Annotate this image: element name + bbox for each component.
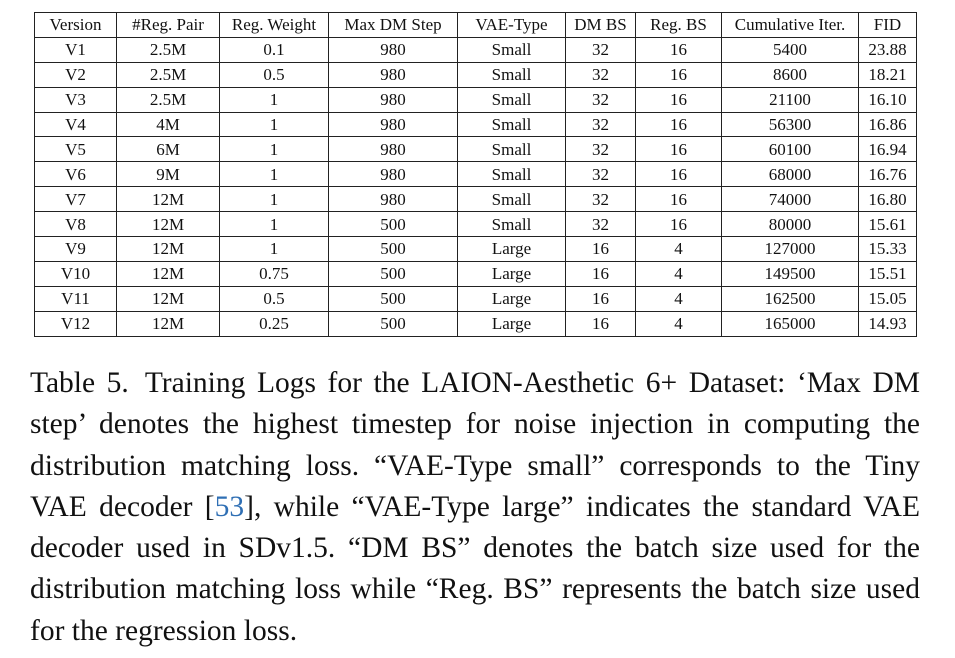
- table-row: [35, 37, 917, 62]
- col-header-reg-pair: #Reg. Pair: [117, 13, 220, 38]
- cell-reg-weight: 1: [220, 187, 329, 212]
- cell-vae-type: Small: [458, 162, 566, 187]
- table-row: [35, 237, 917, 262]
- cell-cumulative-iter: 21100: [722, 87, 859, 112]
- cell-reg-weight: 1: [220, 162, 329, 187]
- cell-version: V7: [35, 187, 117, 212]
- cell-version: V10: [35, 261, 117, 286]
- cell-fid: 15.51: [859, 261, 917, 286]
- cell-max-dm-step: 980: [329, 112, 458, 137]
- cell-dm-bs: 32: [566, 137, 636, 162]
- cell-dm-bs: 16: [566, 261, 636, 286]
- cell-reg-pair: 12M: [117, 237, 220, 262]
- cell-reg-weight: 0.25: [220, 311, 329, 336]
- cell-fid: 23.88: [859, 37, 917, 62]
- cell-reg-weight: 1: [220, 112, 329, 137]
- col-header-cumulative-iter: Cumulative Iter.: [722, 13, 859, 38]
- table-row: [35, 187, 917, 212]
- cell-reg-bs: 4: [636, 286, 722, 311]
- cell-vae-type: Small: [458, 62, 566, 87]
- cell-version: V5: [35, 137, 117, 162]
- cell-dm-bs: 16: [566, 311, 636, 336]
- cell-reg-bs: 16: [636, 187, 722, 212]
- cell-reg-pair: 2.5M: [117, 87, 220, 112]
- cell-reg-weight: 0.1: [220, 37, 329, 62]
- cell-max-dm-step: 980: [329, 62, 458, 87]
- table-row: [35, 62, 917, 87]
- cell-dm-bs: 16: [566, 237, 636, 262]
- cell-reg-weight: 0.75: [220, 261, 329, 286]
- table-row: [35, 261, 917, 286]
- cell-version: V12: [35, 311, 117, 336]
- cell-reg-pair: 9M: [117, 162, 220, 187]
- cell-version: V6: [35, 162, 117, 187]
- cell-version: V11: [35, 286, 117, 311]
- cell-reg-bs: 4: [636, 261, 722, 286]
- cell-fid: 16.86: [859, 112, 917, 137]
- cell-reg-pair: 12M: [117, 187, 220, 212]
- cell-max-dm-step: 980: [329, 162, 458, 187]
- cell-max-dm-step: 500: [329, 237, 458, 262]
- cell-reg-bs: 16: [636, 137, 722, 162]
- col-header-dm-bs: DM BS: [566, 13, 636, 38]
- cell-vae-type: Small: [458, 112, 566, 137]
- cell-cumulative-iter: 68000: [722, 162, 859, 187]
- citation-link[interactable]: 53: [214, 490, 245, 523]
- table-row: [35, 137, 917, 162]
- table-header-row: [35, 13, 917, 38]
- table-row: [35, 286, 917, 311]
- cell-fid: 15.05: [859, 286, 917, 311]
- cell-cumulative-iter: 60100: [722, 137, 859, 162]
- cell-reg-weight: 0.5: [220, 62, 329, 87]
- cell-cumulative-iter: 127000: [722, 237, 859, 262]
- cell-cumulative-iter: 165000: [722, 311, 859, 336]
- cell-max-dm-step: 980: [329, 187, 458, 212]
- cell-reg-bs: 16: [636, 162, 722, 187]
- cell-fid: 14.93: [859, 311, 917, 336]
- cell-dm-bs: 32: [566, 187, 636, 212]
- cell-fid: 15.33: [859, 237, 917, 262]
- cell-dm-bs: 32: [566, 162, 636, 187]
- cell-reg-pair: 6M: [117, 137, 220, 162]
- cell-reg-weight: 0.5: [220, 286, 329, 311]
- col-header-version: Version: [35, 13, 117, 38]
- cell-cumulative-iter: 5400: [722, 37, 859, 62]
- cell-reg-pair: 12M: [117, 261, 220, 286]
- cell-reg-bs: 16: [636, 212, 722, 237]
- col-header-fid: FID: [859, 13, 917, 38]
- cell-max-dm-step: 500: [329, 261, 458, 286]
- cell-version: V4: [35, 112, 117, 137]
- cell-vae-type: Large: [458, 237, 566, 262]
- cell-cumulative-iter: 74000: [722, 187, 859, 212]
- table-caption: [30, 363, 920, 652]
- table-row: [35, 212, 917, 237]
- cell-cumulative-iter: 149500: [722, 261, 859, 286]
- cell-vae-type: Small: [458, 187, 566, 212]
- cell-version: V3: [35, 87, 117, 112]
- cell-version: V9: [35, 237, 117, 262]
- cell-reg-pair: 12M: [117, 212, 220, 237]
- caption-text-part1: Training Logs for the LAION-Aesthetic 6+ Dataset: ‘Max DM step’ denotes the highest timestep for noise injection in computing the distribution matching loss. “VAE-Type small” corresponds to the Tiny VAE decoder [: [30, 367, 920, 523]
- cell-reg-pair: 4M: [117, 112, 220, 137]
- cell-vae-type: Large: [458, 311, 566, 336]
- cell-dm-bs: 32: [566, 62, 636, 87]
- table-row: [35, 311, 917, 336]
- cell-reg-weight: 1: [220, 87, 329, 112]
- cell-reg-weight: 1: [220, 212, 329, 237]
- col-header-max-dm-step: Max DM Step: [329, 13, 458, 38]
- cell-vae-type: Small: [458, 212, 566, 237]
- training-logs-table-container: [34, 12, 916, 337]
- cell-fid: 16.80: [859, 187, 917, 212]
- cell-max-dm-step: 980: [329, 137, 458, 162]
- cell-max-dm-step: 980: [329, 87, 458, 112]
- cell-version: V2: [35, 62, 117, 87]
- cell-dm-bs: 32: [566, 212, 636, 237]
- cell-vae-type: Small: [458, 87, 566, 112]
- table-body: [35, 37, 917, 336]
- cell-max-dm-step: 500: [329, 311, 458, 336]
- cell-version: V8: [35, 212, 117, 237]
- cell-fid: 16.10: [859, 87, 917, 112]
- table-row: [35, 112, 917, 137]
- col-header-reg-bs: Reg. BS: [636, 13, 722, 38]
- caption-text-part2: ], while “VAE-Type large” indicates the standard VAE decoder used in SDv1.5. “DM BS” denotes the batch size used for the distribution matching loss while “Reg. BS” represents the batch size used for the regression loss.: [30, 490, 920, 647]
- cell-fid: 16.76: [859, 162, 917, 187]
- cell-vae-type: Small: [458, 37, 566, 62]
- cell-reg-weight: 1: [220, 137, 329, 162]
- col-header-reg-weight: Reg. Weight: [220, 13, 329, 38]
- caption-label: Table 5.: [30, 367, 129, 399]
- cell-cumulative-iter: 56300: [722, 112, 859, 137]
- cell-cumulative-iter: 162500: [722, 286, 859, 311]
- cell-reg-bs: 16: [636, 37, 722, 62]
- cell-fid: 18.21: [859, 62, 917, 87]
- cell-reg-bs: 16: [636, 112, 722, 137]
- cell-reg-pair: 12M: [117, 286, 220, 311]
- cell-cumulative-iter: 80000: [722, 212, 859, 237]
- cell-cumulative-iter: 8600: [722, 62, 859, 87]
- cell-reg-weight: 1: [220, 237, 329, 262]
- col-header-vae-type: VAE-Type: [458, 13, 566, 38]
- training-logs-table: [34, 12, 917, 337]
- cell-max-dm-step: 500: [329, 286, 458, 311]
- cell-reg-pair: 2.5M: [117, 62, 220, 87]
- cell-dm-bs: 16: [566, 286, 636, 311]
- table-row: [35, 162, 917, 187]
- cell-fid: 16.94: [859, 137, 917, 162]
- cell-version: V1: [35, 37, 117, 62]
- cell-reg-bs: 4: [636, 311, 722, 336]
- cell-reg-pair: 12M: [117, 311, 220, 336]
- cell-max-dm-step: 980: [329, 37, 458, 62]
- cell-reg-pair: 2.5M: [117, 37, 220, 62]
- cell-vae-type: Large: [458, 261, 566, 286]
- cell-vae-type: Small: [458, 137, 566, 162]
- cell-reg-bs: 16: [636, 62, 722, 87]
- table-row: [35, 87, 917, 112]
- cell-dm-bs: 32: [566, 112, 636, 137]
- cell-dm-bs: 32: [566, 87, 636, 112]
- cell-dm-bs: 32: [566, 37, 636, 62]
- cell-vae-type: Large: [458, 286, 566, 311]
- cell-reg-bs: 4: [636, 237, 722, 262]
- cell-fid: 15.61: [859, 212, 917, 237]
- cell-reg-bs: 16: [636, 87, 722, 112]
- cell-max-dm-step: 500: [329, 212, 458, 237]
